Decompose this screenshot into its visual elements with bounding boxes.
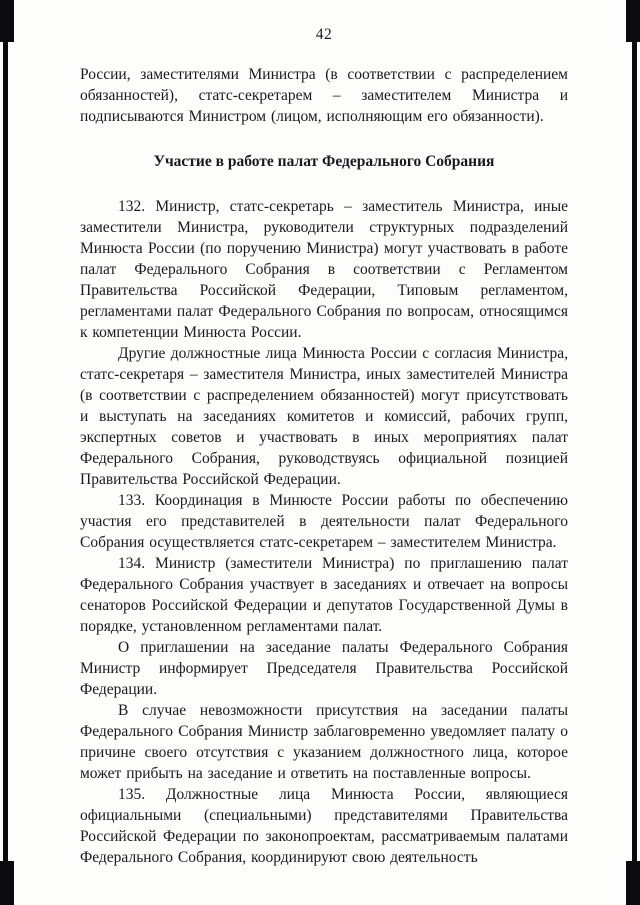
paragraph-134-absence: В случае невозможности присутствия на заседании палаты Федерального Собрания Министр заблаговременно уведомляет палату о причине своего отсутствия с указанием должностного лица, которое может прибыть на заседание и ответить на поставленные вопросы. (80, 702, 568, 782)
scan-edge-left (3, 40, 8, 864)
paragraph-134: 134. Министр (заместители Министра) по приглашению палат Федерального Собрания участвует в заседаниях и отвечает на вопросы сенаторов Российской Федерации и депутатов Государственной Думы в порядке, установленном регламентами палат. (80, 555, 568, 635)
paragraph-132: 132. Министр, статс-секретарь – заместитель Министра, иные заместители Министра, руководители структурных подразделений Минюста России (по поручению Министра) могут участвовать в работе палат Федерального Собрания в соответствии с Регламентом Правительства Российской Федерации, Типовым регламентом, регламентами палат Федерального Собрания по вопросам, относящимся к компетенции Минюста России. (80, 198, 568, 341)
scan-mark-bottom-right (626, 861, 640, 905)
page-number: 42 (315, 26, 333, 43)
scan-mark-bottom-left (0, 861, 14, 905)
page-content (80, 26, 568, 868)
scan-mark-top-left (0, 0, 14, 42)
paragraph-intro: России, заместителями Министра (в соответствии с распределением обязанностей), статс-секретарем – заместителем Министра и подписываются Министром (лицом, исполняющим его обязанности). (80, 66, 568, 125)
paragraph-135: 135. Должностные лица Минюста России, являющиеся официальными (специальными) представителями Правительства Российской Федерации по законопроектам, рассматриваемым палатами Федерального Собрания, координируют свою деятельность (80, 786, 568, 866)
section-heading: Участие в работе палат Федерального Собрания (153, 153, 495, 170)
paragraph-133: 133. Координация в Минюсте России работы по обеспечению участия его представителей в деятельности палат Федерального Собрания осуществляется статс-секретарем – заместителем Министра. (80, 492, 568, 551)
paragraph-134-invitation: О приглашении на заседание палаты Федерального Собрания Министр информирует Председателя Правительства Российской Федерации. (80, 639, 568, 698)
paragraph-132-continued: Другие должностные лица Минюста России с согласия Министра, статс-секретаря – заместителя Министра, иных заместителей Министра (в соответствии с распределением обязанностей) могут присутствовать и выступать на заседаниях комитетов и комиссий, рабочих групп, экспертных советов и участвовать в иных мероприятиях палат Федерального Собрания, руководствуясь официальной позицией Правительства Российской Федерации. (80, 345, 568, 488)
scan-edge-right (632, 40, 637, 864)
scan-mark-top-right (626, 0, 640, 42)
